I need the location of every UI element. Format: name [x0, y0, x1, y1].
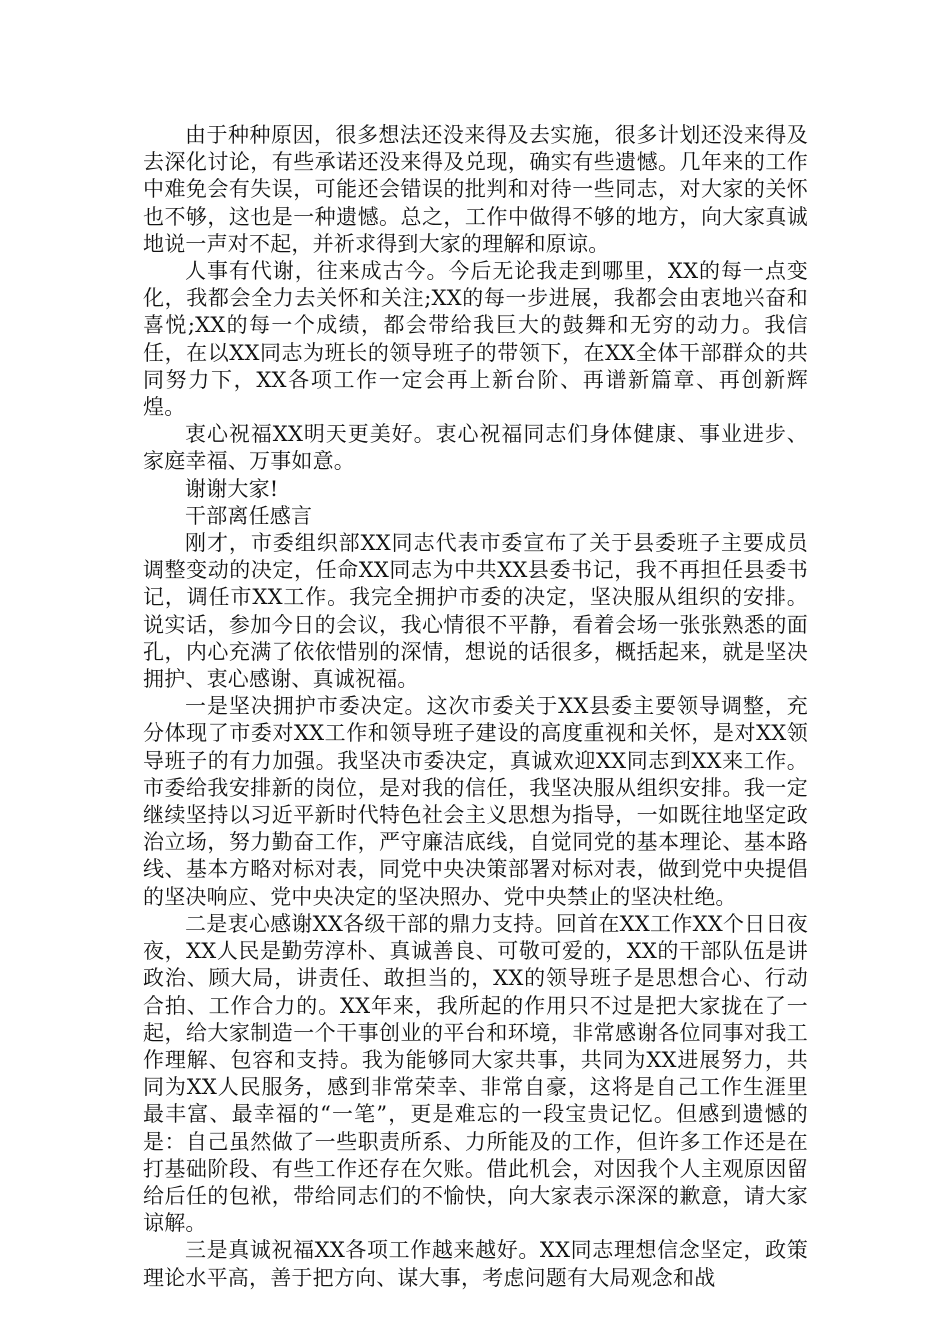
paragraph-future-wishes: 人事有代谢，往来成古今。今后无论我走到哪里，XX的每一点变化，我都会全力去关怀和关注;XX的每一步进展，我都会由衷地兴奋和喜悦;XX的每一个成绩，都会带给我巨大的鼓舞和无穷的动力。我信任，在以XX同志为班长的领导班子的带领下，在XX全体干部群众的共同努力下，XX各项工作一定会再上新台阶、再谱新篇章、再创新辉煌。 — [143, 259, 808, 420]
paragraph-point-one: 一是坚决拥护市委决定。这次市委关于XX县委主要领导调整，充分体现了市委对XX工作和领导班子建设的高度重视和关怀，是对XX领导班子的有力加强。我坚决市委决定，真诚欢迎XX同志到XX来工作。市委给我安排新的岗位，是对我的信任，我坚决服从组织安排。我一定继续坚持以习近平新时代特色社会主义思想为指导，一如既往地坚定政治立场，努力勤奋工作，严守廉洁底线，自觉同党的基本理论、基本路线、基本方略对标对表，同党中央决策部署对标对表，做到党中央提倡的坚决响应、党中央决定的坚决照办、党中央禁止的坚决杜绝。 — [143, 694, 808, 909]
paragraph-point-two: 二是衷心感谢XX各级干部的鼎力支持。回首在XX工作XX个日日夜夜，XX人民是勤劳淳朴、真诚善良、可敬可爱的，XX的干部队伍是讲政治、顾大局，讲责任、敢担当的，XX的领导班子是思想合心、行动合拍、工作合力的。XX年来，我所起的作用只不过是把大家拢在了一起，给大家制造一个干事创业的平台和环境，非常感谢各位同事对我工作理解、包容和支持。我为能够同大家共事，共同为XX进展努力，共同为XX人民服务，感到非常荣幸、非常自豪，这将是自己工作生涯里最丰富、最幸福的“一笔”，更是难忘的一段宝贵记忆。但感到遗憾的是：自己虽然做了一些职责所系、力所能及的工作，但许多工作还是在打基础阶段、有些工作还存在欠账。借此机会，对因我个人主观原因留给后任的包袱，带给同志们的不愉快，向大家表示深深的歉意，请大家谅解。 — [143, 911, 808, 1236]
document-body — [143, 122, 808, 1292]
paragraph-blessing: 衷心祝福XX明天更美好。衷心祝福同志们身体健康、事业进步、家庭幸福、万事如意。 — [143, 422, 808, 474]
section-heading: 干部离任感言 — [185, 503, 313, 528]
paragraph-announcement: 刚才，市委组织部XX同志代表市委宣布了关于县委班子主要成员调整变动的决定，任命XX同志为中共XX县委书记，我不再担任县委书记，调任市XX工作。我完全拥护市委的决定，坚决服从组织的安排。说实话，参加今日的会议，我心情很不平静，看着会场一张张熟悉的面孔，内心充满了依依惜别的深情，想说的话很多，概括起来，就是坚决拥护、衷心感谢、真诚祝福。 — [143, 531, 808, 692]
paragraph-thanks: 谢谢大家! — [185, 476, 279, 501]
paragraph-point-three: 三是真诚祝福XX各项工作越来越好。XX同志理想信念坚定，政策理论水平高，善于把方向、谋大事，考虑问题有大局观念和战 — [143, 1238, 808, 1290]
paragraph-regrets: 由于种种原因，很多想法还没来得及去实施，很多计划还没来得及去深化讨论，有些承诺还没来得及兑现，确实有些遗憾。几年来的工作中难免会有失误，可能还会错误的批判和对待一些同志，对大家的关怀也不够，这也是一种遗憾。总之，工作中做得不够的地方，向大家真诚地说一声对不起，并祈求得到大家的理解和原谅。 — [143, 123, 808, 256]
